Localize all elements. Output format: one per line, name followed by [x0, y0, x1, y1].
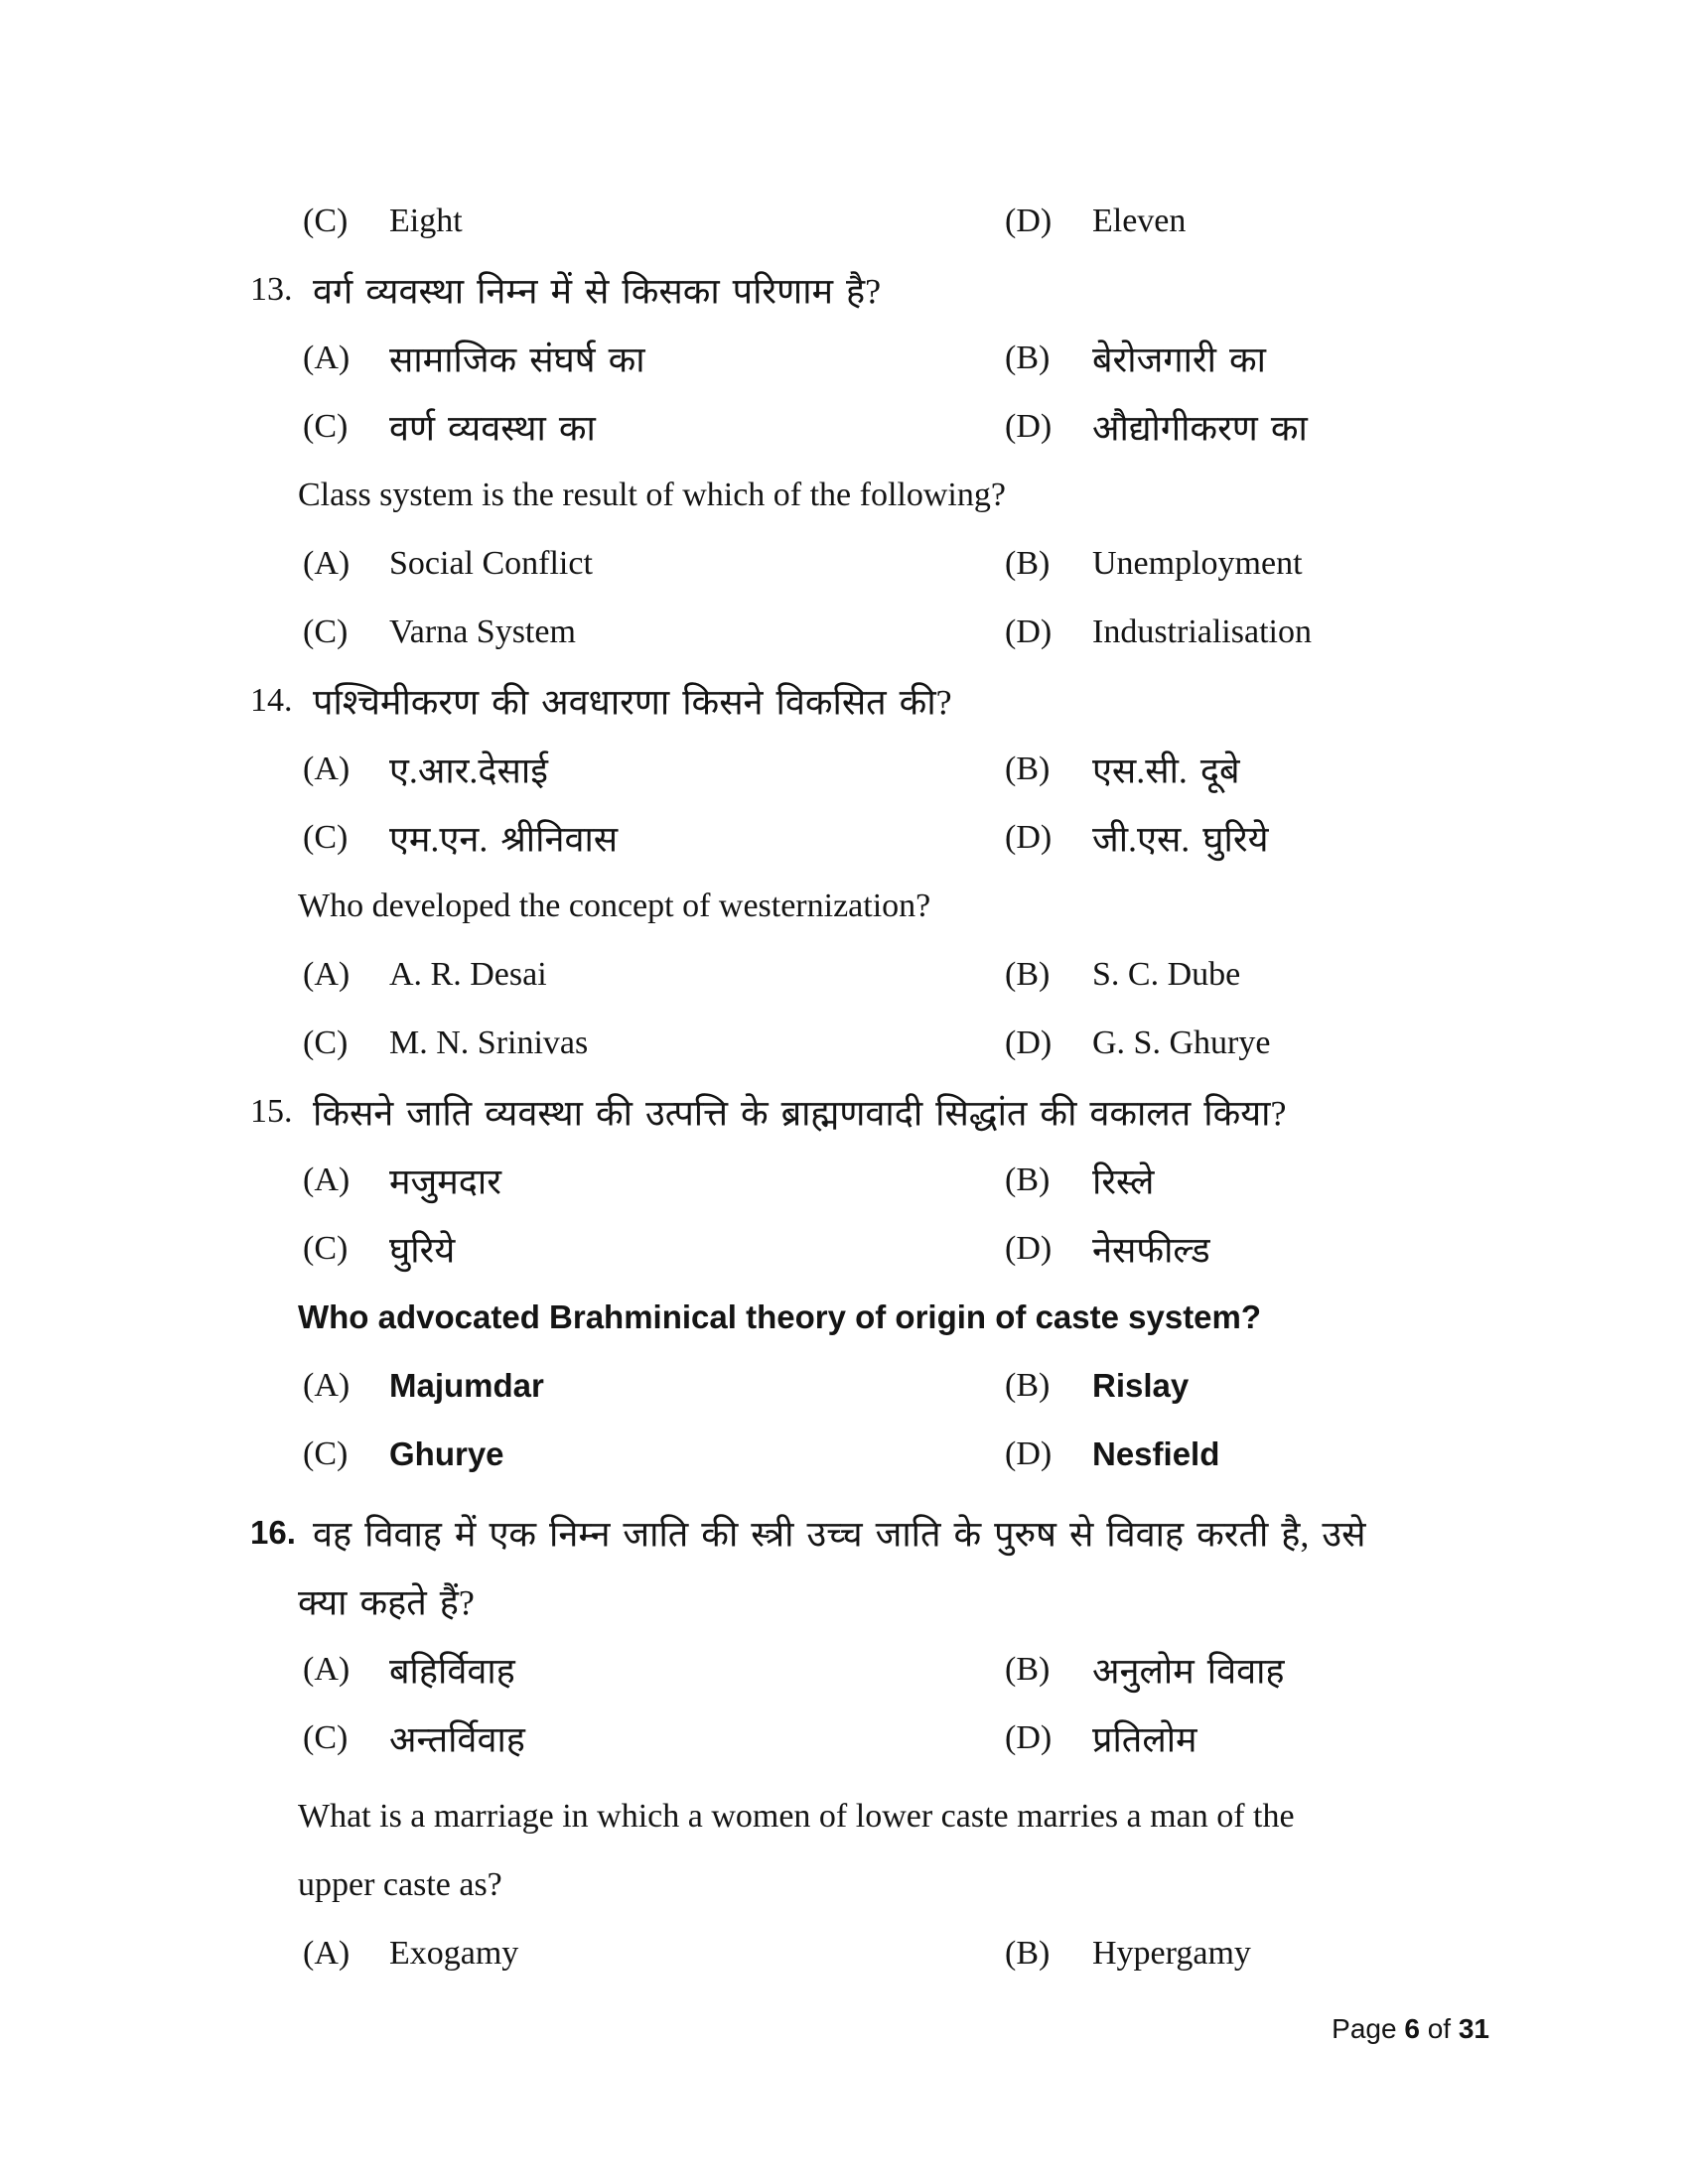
option-c-label: (C) — [303, 1718, 349, 1756]
option-row — [0, 735, 1688, 803]
option-a-label: (A) — [303, 1934, 351, 1972]
question-row-13 — [0, 255, 1688, 324]
option-a-label: (A) — [303, 544, 351, 582]
option-d-label: (D) — [1005, 1718, 1053, 1756]
option-row — [0, 1351, 1688, 1420]
question-text-hindi: वह विवाह में एक निम्न जाति की स्त्री उच्च जाति के पुरुष से विवाह करती है, उसे — [313, 1514, 1366, 1554]
option-row — [0, 1146, 1688, 1214]
option-row — [0, 803, 1688, 872]
option-d-text: Industrialisation — [1092, 613, 1312, 650]
option-a-text: A. R. Desai — [389, 955, 547, 993]
option-b-label: (B) — [1005, 544, 1051, 582]
question-row-16-english — [0, 1782, 1688, 1850]
option-d-text: G. S. Ghurye — [1092, 1024, 1271, 1061]
option-c-label: (C) — [303, 1434, 349, 1472]
option-row — [0, 1635, 1688, 1704]
option-d-text: Eleven — [1092, 202, 1187, 239]
question-text-english: Who developed the concept of westernization? — [298, 887, 931, 924]
option-row — [0, 324, 1688, 392]
option-b-label: (B) — [1005, 955, 1051, 993]
question-row-14 — [0, 666, 1688, 735]
question-row-16 — [0, 1498, 1688, 1567]
option-c-text: एम.एन. श्रीनिवास — [389, 819, 619, 859]
option-c-text: घुरिये — [389, 1230, 456, 1270]
option-a-text: सामाजिक संघर्ष का — [389, 340, 645, 379]
option-d-text: प्रतिलोम — [1092, 1719, 1197, 1759]
option-d-text: Nesfield — [1092, 1434, 1220, 1472]
option-d-label: (D) — [1005, 613, 1053, 650]
question-text-hindi-line2: क्या कहते हैं? — [298, 1582, 475, 1622]
option-d-label: (D) — [1005, 1229, 1053, 1267]
question-row-13-english — [0, 461, 1688, 529]
page-label: Page — [1332, 2013, 1397, 2044]
question-row-16-continuation — [0, 1567, 1688, 1635]
question-number: 15. — [250, 1092, 293, 1130]
option-c-label: (C) — [303, 407, 349, 445]
option-d-label: (D) — [1005, 407, 1053, 445]
option-c-label: (C) — [303, 818, 349, 856]
option-c-text: M. N. Srinivas — [389, 1024, 589, 1061]
question-number: 13. — [250, 270, 293, 308]
question-text-english: Class system is the result of which of the following? — [298, 476, 1006, 513]
option-b-text: Hypergamy — [1092, 1934, 1251, 1972]
option-a-text: ए.आर.देसाई — [389, 751, 548, 790]
option-c-text: Eight — [389, 202, 463, 239]
option-c-label: (C) — [303, 1229, 349, 1267]
option-a-text: Majumdar — [389, 1366, 544, 1404]
option-b-label: (B) — [1005, 1366, 1051, 1404]
option-a-text: मजुमदार — [389, 1161, 501, 1201]
question-row-14-english — [0, 872, 1688, 940]
option-a-label: (A) — [303, 955, 351, 993]
option-b-label: (B) — [1005, 1650, 1051, 1688]
question-text-hindi: पश्चिमीकरण की अवधारणा किसने विकसित की? — [313, 682, 952, 722]
option-d-text: औद्योगीकरण का — [1092, 408, 1308, 448]
option-c-text: Ghurye — [389, 1434, 504, 1472]
question-row-15 — [0, 1077, 1688, 1146]
of-label: of — [1427, 2013, 1452, 2044]
option-b-label: (B) — [1005, 339, 1051, 376]
option-a-label: (A) — [303, 339, 351, 376]
option-d-label: (D) — [1005, 1434, 1053, 1472]
total-pages: 31 — [1458, 2013, 1489, 2044]
question-text-english: Who advocated Brahminical theory of origin of caste system? — [298, 1297, 1262, 1335]
option-d-label: (D) — [1005, 202, 1053, 239]
option-row — [0, 529, 1688, 598]
question-number: 16. — [250, 1513, 296, 1551]
option-row — [0, 940, 1688, 1009]
option-d-label: (D) — [1005, 818, 1053, 856]
question-text-english: What is a marriage in which a women of lower caste marries a man of the — [298, 1797, 1295, 1835]
option-c-label: (C) — [303, 1024, 349, 1061]
question-list — [0, 187, 1688, 1987]
option-c-label: (C) — [303, 202, 349, 239]
question-text-hindi: वर्ग व्यवस्था निम्न में से किसका परिणाम है? — [313, 271, 882, 311]
option-b-text: एस.सी. दूबे — [1092, 751, 1240, 790]
option-row — [0, 1009, 1688, 1077]
option-a-label: (A) — [303, 750, 351, 787]
option-b-label: (B) — [1005, 750, 1051, 787]
option-a-text: Social Conflict — [389, 544, 593, 582]
option-row — [0, 598, 1688, 666]
option-row — [0, 1704, 1688, 1772]
option-b-text: बेरोजगारी का — [1092, 340, 1266, 379]
option-row — [0, 1214, 1688, 1283]
option-row — [0, 1919, 1688, 1987]
question-text-english-line2: upper caste as? — [298, 1865, 502, 1903]
option-a-label: (A) — [303, 1366, 351, 1404]
option-b-label: (B) — [1005, 1160, 1051, 1198]
option-c-text: Varna System — [389, 613, 576, 650]
option-c-text: वर्ण व्यवस्था का — [389, 408, 596, 448]
option-c-text: अन्तर्विवाह — [389, 1719, 525, 1759]
option-a-text: Exogamy — [389, 1934, 519, 1972]
option-row — [0, 392, 1688, 461]
option-b-label: (B) — [1005, 1934, 1051, 1972]
question-text-hindi: किसने जाति व्यवस्था की उत्पत्ति के ब्राह्मणवादी सिद्धांत की वकालत किया? — [313, 1093, 1287, 1133]
option-d-label: (D) — [1005, 1024, 1053, 1061]
page-number: 6 — [1404, 2013, 1420, 2044]
option-b-text: Unemployment — [1092, 544, 1303, 582]
option-b-text: अनुलोम विवाह — [1092, 1651, 1285, 1691]
option-c-label: (C) — [303, 613, 349, 650]
option-b-text: रिस्ले — [1092, 1161, 1155, 1201]
question-number: 14. — [250, 681, 293, 719]
option-d-text: जी.एस. घुरिये — [1092, 819, 1269, 859]
option-a-text: बहिर्विवाह — [389, 1651, 515, 1691]
option-b-text: S. C. Dube — [1092, 955, 1241, 993]
question-row-16-english-continuation — [0, 1850, 1688, 1919]
option-d-text: नेसफील्ड — [1092, 1230, 1210, 1270]
option-b-text: Rislay — [1092, 1366, 1190, 1404]
option-row — [0, 187, 1688, 255]
question-row-15-english — [0, 1283, 1688, 1351]
page-indicator — [1332, 2013, 1489, 2045]
option-a-label: (A) — [303, 1160, 351, 1198]
option-row — [0, 1420, 1688, 1488]
option-a-label: (A) — [303, 1650, 351, 1688]
